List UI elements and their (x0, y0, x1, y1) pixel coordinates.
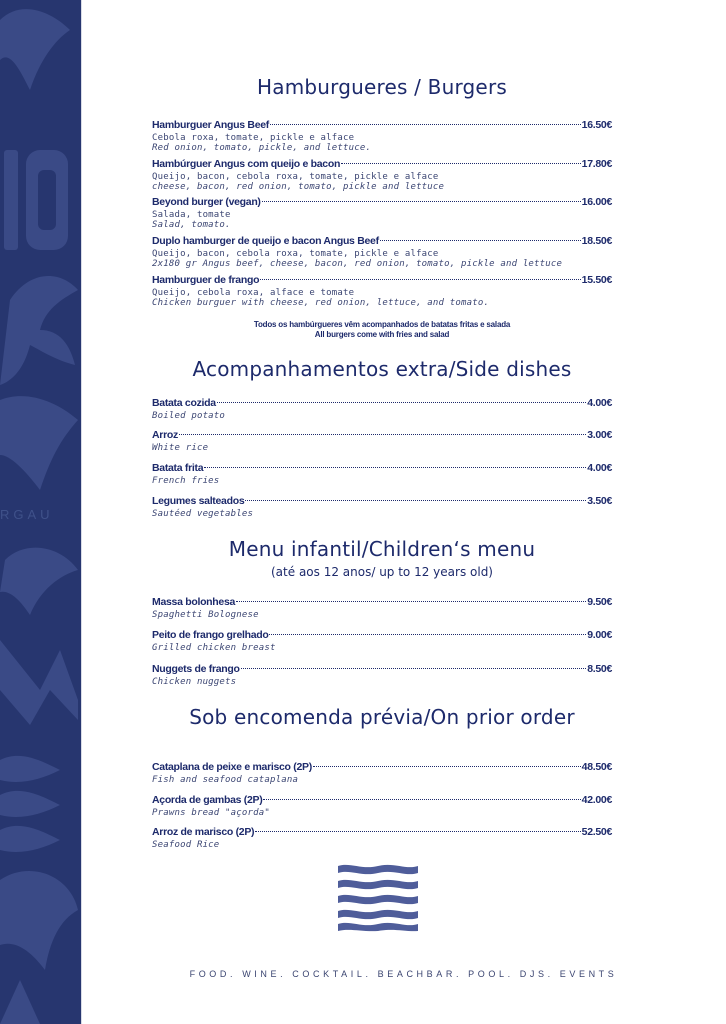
item-desc: Spaghetti Bolognese (152, 610, 259, 620)
item-desc: White rice (152, 443, 209, 453)
menu-item (152, 761, 612, 785)
item-name: Cataplana de peixe e marisco (2P) (152, 761, 312, 773)
menu-item (152, 274, 612, 308)
item-desc-pt: Salada, tomate (152, 210, 231, 220)
leader-dots (179, 434, 586, 435)
item-price: 17.80€ (581, 158, 612, 170)
note-en: All burgers come with fries and salad (314, 330, 450, 339)
item-name: Arroz de marisco (2P) (152, 826, 255, 838)
item-price: 9.00€ (587, 629, 612, 641)
item-desc: Boiled potato (152, 411, 226, 421)
menu-item (152, 462, 612, 486)
item-desc-en: Chicken burguer with cheese, red onion, lettuce, and tomato. (152, 298, 490, 308)
item-name: Legumes salteados (152, 495, 245, 507)
item-price: 4.00€ (587, 397, 612, 409)
note-pt: Todos os hambúrgueres vêm acompanhados de batatas fritas e salada (253, 320, 511, 329)
menu-item (152, 629, 612, 653)
leader-dots (269, 634, 586, 635)
menu-item (152, 794, 612, 818)
item-desc: Sautéed vegetables (152, 509, 254, 519)
waves-icon (336, 862, 420, 932)
item-name: Nuggets de frango (152, 663, 240, 675)
item-desc: Chicken nuggets (152, 677, 237, 687)
menu-item (152, 397, 612, 421)
item-price: 16.50€ (581, 119, 612, 131)
menu-item (152, 235, 612, 269)
item-name: Açorda de gambas (2P) (152, 794, 263, 806)
leader-dots (313, 766, 581, 767)
item-price: 3.00€ (587, 429, 612, 441)
sides-title: Acompanhamentos extra/Side dishes (192, 357, 572, 381)
item-name: Batata frita (152, 462, 204, 474)
item-price: 15.50€ (581, 274, 612, 286)
leader-dots (245, 500, 586, 501)
item-name: Arroz (152, 429, 178, 441)
item-desc: Fish and seafood cataplana (152, 775, 299, 785)
item-desc-pt: Queijo, bacon, cebola roxa, tomate, pickle e alface (152, 249, 439, 259)
leader-dots (260, 279, 580, 280)
item-desc: Prawns bread "açorda" (152, 808, 270, 818)
burgers-title: Hamburgueres / Burgers (257, 75, 507, 99)
kids-subtitle: (até aos 12 anos/ up to 12 years old) (271, 565, 493, 579)
item-price: 52.50€ (581, 826, 612, 838)
page-edge (81, 0, 82, 1024)
leader-dots (236, 601, 586, 602)
leader-dots (270, 124, 581, 125)
leader-dots (217, 402, 586, 403)
item-price: 9.50€ (587, 596, 612, 608)
kids-title: Menu infantil/Children‘s menu (228, 537, 536, 561)
item-price: 8.50€ (587, 663, 612, 675)
item-name: Peito de frango grelhado (152, 629, 269, 641)
menu-item (152, 158, 612, 192)
menu-item (152, 196, 612, 230)
item-name: Beyond burger (vegan) (152, 196, 261, 208)
menu-item (152, 826, 612, 850)
leader-dots (380, 240, 581, 241)
menu-item (152, 429, 612, 453)
leader-dots (204, 467, 586, 468)
item-desc-pt: Queijo, bacon, cebola roxa, tomate, pickle e alface (152, 172, 439, 182)
item-desc-pt: Queijo, cebola roxa, alface e tomate (152, 288, 355, 298)
item-desc: French fries (152, 476, 220, 486)
item-price: 18.50€ (581, 235, 612, 247)
item-name: Duplo hamburger de queijo e bacon Angus Beef (152, 235, 379, 247)
item-desc: Grilled chicken breast (152, 643, 276, 653)
burgers-note (152, 320, 612, 340)
footer-tagline: FOOD. WINE. COCKTAIL. BEACHBAR. POOL. DJS. EVENTS (189, 969, 618, 979)
item-name: Hamburguer de frango (152, 274, 260, 286)
menu-item (152, 119, 612, 153)
leader-dots (341, 163, 581, 164)
decorative-sidebar (0, 0, 81, 1024)
item-price: 3.50€ (587, 495, 612, 507)
item-desc-en: Red onion, tomato, pickle, and lettuce. (152, 143, 372, 153)
item-name: Hamburguer Angus Beef (152, 119, 269, 131)
menu-item (152, 495, 612, 519)
item-name: Hambúrguer Angus com queijo e bacon (152, 158, 341, 170)
item-price: 48.50€ (581, 761, 612, 773)
item-name: Massa bolonhesa (152, 596, 236, 608)
item-price: 4.00€ (587, 462, 612, 474)
item-desc-en: Salad, tomato. (152, 220, 231, 230)
item-desc-pt: Cebola roxa, tomate, pickle e alface (152, 133, 355, 143)
leader-dots (241, 668, 587, 669)
leader-dots (262, 201, 581, 202)
item-price: 42.00€ (581, 794, 612, 806)
menu-item (152, 663, 612, 687)
leader-dots (255, 831, 580, 832)
item-name: Batata cozida (152, 397, 216, 409)
order-title: Sob encomenda prévia/On prior order (189, 705, 575, 729)
item-desc-en: 2x180 gr Angus beef, cheese, bacon, red onion, tomato, pickle and lettuce (152, 259, 563, 269)
sidebar-decor-text: RGAU (0, 507, 54, 522)
item-desc-en: cheese, bacon, red onion, tomato, pickle and lettuce (152, 182, 445, 192)
item-price: 16.00€ (581, 196, 612, 208)
item-desc: Seafood Rice (152, 840, 220, 850)
menu-item (152, 596, 612, 620)
leader-dots (263, 799, 580, 800)
